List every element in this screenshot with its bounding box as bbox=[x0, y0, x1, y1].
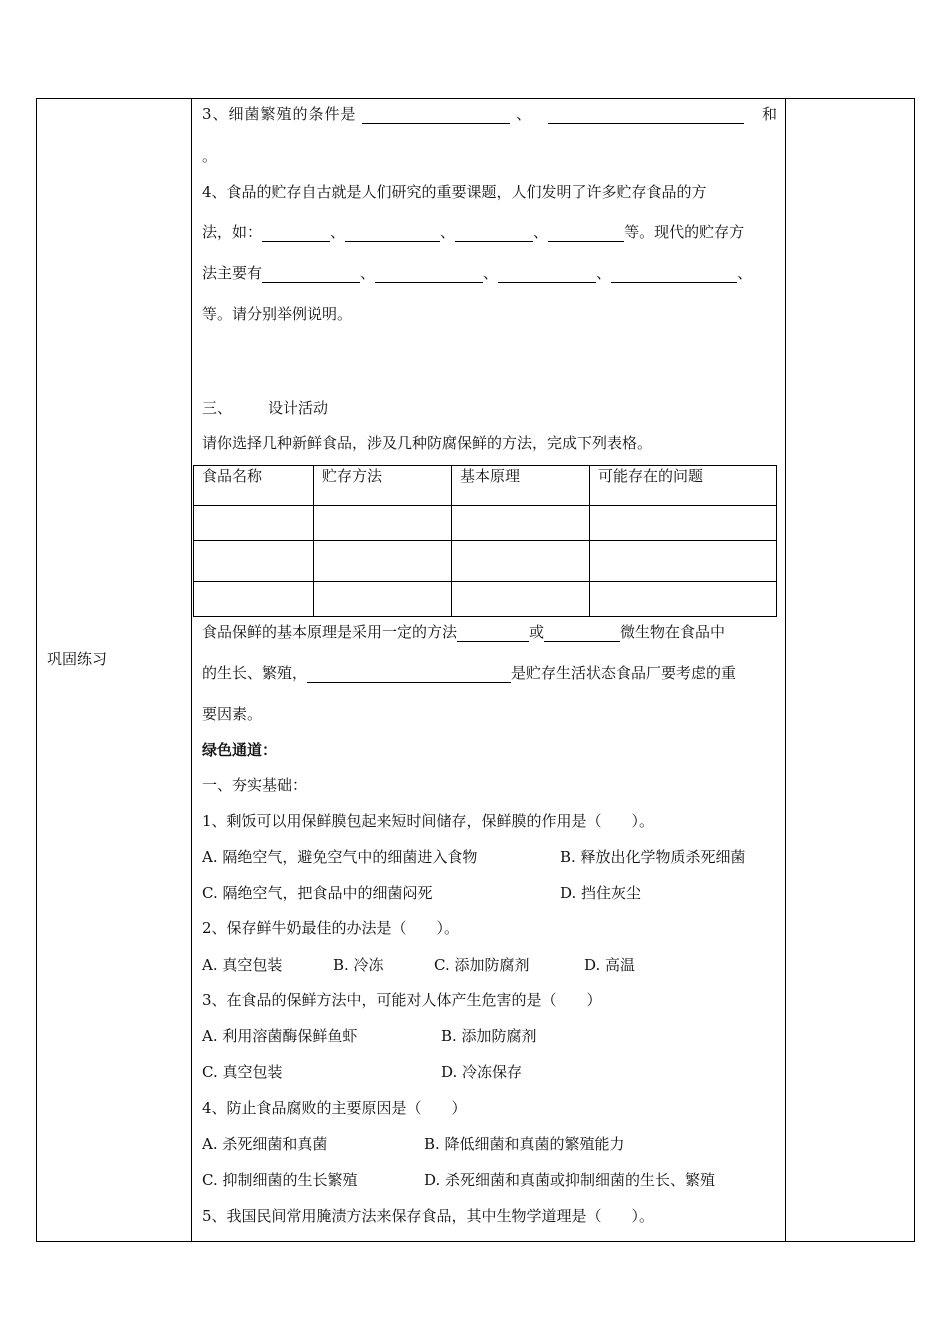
question-4-suffix: 等。现代的贮存方 bbox=[624, 223, 745, 241]
section-3-title: 设计活动 bbox=[268, 399, 329, 417]
blank-field[interactable] bbox=[498, 266, 596, 283]
separator: 、 bbox=[360, 264, 376, 282]
question-4-prefix: 法，如： bbox=[202, 223, 263, 241]
question-4-line-1: 4、食品的贮存自古就是人们研究的重要课题，人们发明了许多贮存食品的方 bbox=[202, 183, 707, 201]
separator: 、 bbox=[596, 264, 612, 282]
table-cell[interactable] bbox=[452, 506, 590, 541]
blank-field[interactable] bbox=[307, 666, 511, 683]
separator: 、 bbox=[330, 223, 346, 241]
principle-text: 的生长、繁殖， bbox=[202, 664, 308, 682]
blank-field[interactable] bbox=[457, 625, 529, 642]
green-channel-title: 绿色通道： bbox=[202, 741, 278, 759]
table-cell[interactable] bbox=[590, 541, 777, 582]
principle-line-1 bbox=[202, 622, 725, 642]
mcq-1-option-a[interactable]: A. 隔绝空气，避免空气中的细菌进入食物 bbox=[202, 848, 478, 866]
table-cell[interactable] bbox=[452, 541, 590, 582]
table-header-cell: 贮存方法 bbox=[314, 466, 452, 506]
section-3-intro: 请你选择几种新鲜食品，涉及几种防腐保鲜的方法，完成下列表格。 bbox=[202, 434, 653, 452]
mcq-4-option-d[interactable]: D. 杀死细菌和真菌或抑制细菌的生长、繁殖 bbox=[424, 1171, 716, 1189]
food-preservation-table bbox=[193, 465, 777, 617]
mcq-3-option-a[interactable]: A. 利用溶菌酶保鲜鱼虾 bbox=[202, 1027, 358, 1045]
section-3-number: 三、 bbox=[202, 399, 233, 417]
question-3-end: 。 bbox=[202, 147, 218, 165]
table-cell[interactable] bbox=[194, 506, 314, 541]
blank-field[interactable] bbox=[375, 266, 483, 283]
mcq-2-option-d[interactable]: D. 高温 bbox=[584, 956, 636, 974]
principle-text: 或 bbox=[529, 623, 545, 641]
blank-field[interactable] bbox=[544, 625, 620, 642]
blank-field[interactable] bbox=[611, 266, 737, 283]
question-4-line-2 bbox=[202, 222, 744, 242]
mcq-4-option-b[interactable]: B. 降低细菌和真菌的繁殖能力 bbox=[424, 1135, 625, 1153]
question-3-text: 3、细菌繁殖的条件是 bbox=[202, 105, 357, 123]
table-cell[interactable] bbox=[194, 541, 314, 582]
column-divider-right bbox=[785, 98, 786, 1241]
question-4-line-3 bbox=[202, 263, 752, 283]
table-header-row bbox=[194, 466, 777, 506]
mcq-4-question: 4、防止食品腐败的主要原因是（ ） bbox=[202, 1099, 467, 1117]
blank-field[interactable] bbox=[362, 107, 510, 124]
principle-text: 是贮存生活状态食品厂要考虑的重 bbox=[511, 664, 737, 682]
side-label: 巩固练习 bbox=[47, 650, 108, 668]
table-cell[interactable] bbox=[314, 582, 452, 617]
mcq-1-option-d[interactable]: D. 挡住灰尘 bbox=[560, 884, 642, 902]
mcq-5-question: 5、我国民间常用腌渍方法来保存食品，其中生物学道理是（ ）。 bbox=[202, 1207, 655, 1225]
table-cell[interactable] bbox=[590, 506, 777, 541]
separator: 、 bbox=[516, 105, 533, 123]
table-row bbox=[194, 582, 777, 617]
table-cell[interactable] bbox=[452, 582, 590, 617]
mcq-2-option-b[interactable]: B. 冷冻 bbox=[333, 956, 384, 974]
mcq-3-option-d[interactable]: D. 冷冻保存 bbox=[441, 1063, 523, 1081]
separator: 、 bbox=[737, 264, 753, 282]
mcq-2-option-c[interactable]: C. 添加防腐剂 bbox=[434, 956, 530, 974]
question-4-prefix-2: 法主要有 bbox=[202, 264, 263, 282]
principle-line-3: 要因素。 bbox=[202, 705, 263, 723]
blank-field[interactable] bbox=[455, 225, 533, 242]
blank-field[interactable] bbox=[345, 225, 440, 242]
blank-field[interactable] bbox=[262, 266, 360, 283]
green-channel-subtitle: 一、夯实基础： bbox=[202, 776, 308, 794]
table-cell[interactable] bbox=[194, 582, 314, 617]
question-3-and: 和 bbox=[762, 105, 778, 123]
mcq-1-option-b[interactable]: B. 释放出化学物质杀死细菌 bbox=[560, 848, 746, 866]
table-header-cell: 基本原理 bbox=[452, 466, 590, 506]
table-row bbox=[194, 541, 777, 582]
separator: 、 bbox=[533, 223, 549, 241]
principle-text: 食品保鲜的基本原理是采用一定的方法 bbox=[202, 623, 458, 641]
principle-line-2 bbox=[202, 663, 736, 683]
mcq-3-option-c[interactable]: C. 真空包装 bbox=[202, 1063, 283, 1081]
question-4-line-4: 等。请分别举例说明。 bbox=[202, 305, 353, 323]
table-header-cell: 食品名称 bbox=[194, 466, 314, 506]
mcq-2-question: 2、保存鲜牛奶最佳的办法是（ ）。 bbox=[202, 919, 460, 937]
column-divider-left bbox=[191, 98, 192, 1241]
question-3-line bbox=[202, 104, 744, 124]
mcq-1-option-c[interactable]: C. 隔绝空气，把食品中的细菌闷死 bbox=[202, 884, 433, 902]
table-row bbox=[194, 506, 777, 541]
principle-text: 微生物在食品中 bbox=[620, 623, 726, 641]
mcq-3-option-b[interactable]: B. 添加防腐剂 bbox=[441, 1027, 537, 1045]
mcq-3-question: 3、在食品的保鲜方法中，可能对人体产生危害的是（ ） bbox=[202, 991, 602, 1009]
table-cell[interactable] bbox=[314, 541, 452, 582]
mcq-4-option-c[interactable]: C. 抑制细菌的生长繁殖 bbox=[202, 1171, 358, 1189]
blank-field[interactable] bbox=[548, 107, 744, 124]
table-cell[interactable] bbox=[314, 506, 452, 541]
blank-field[interactable] bbox=[262, 225, 330, 242]
separator: 、 bbox=[440, 223, 456, 241]
mcq-4-option-a[interactable]: A. 杀死细菌和真菌 bbox=[202, 1135, 328, 1153]
table-cell[interactable] bbox=[590, 582, 777, 617]
mcq-1-question: 1、剩饭可以用保鲜膜包起来短时间储存，保鲜膜的作用是（ ）。 bbox=[202, 812, 655, 830]
table-header-cell: 可能存在的问题 bbox=[590, 466, 777, 506]
blank-field[interactable] bbox=[548, 225, 624, 242]
mcq-2-option-a[interactable]: A. 真空包装 bbox=[202, 956, 283, 974]
separator: 、 bbox=[483, 264, 499, 282]
